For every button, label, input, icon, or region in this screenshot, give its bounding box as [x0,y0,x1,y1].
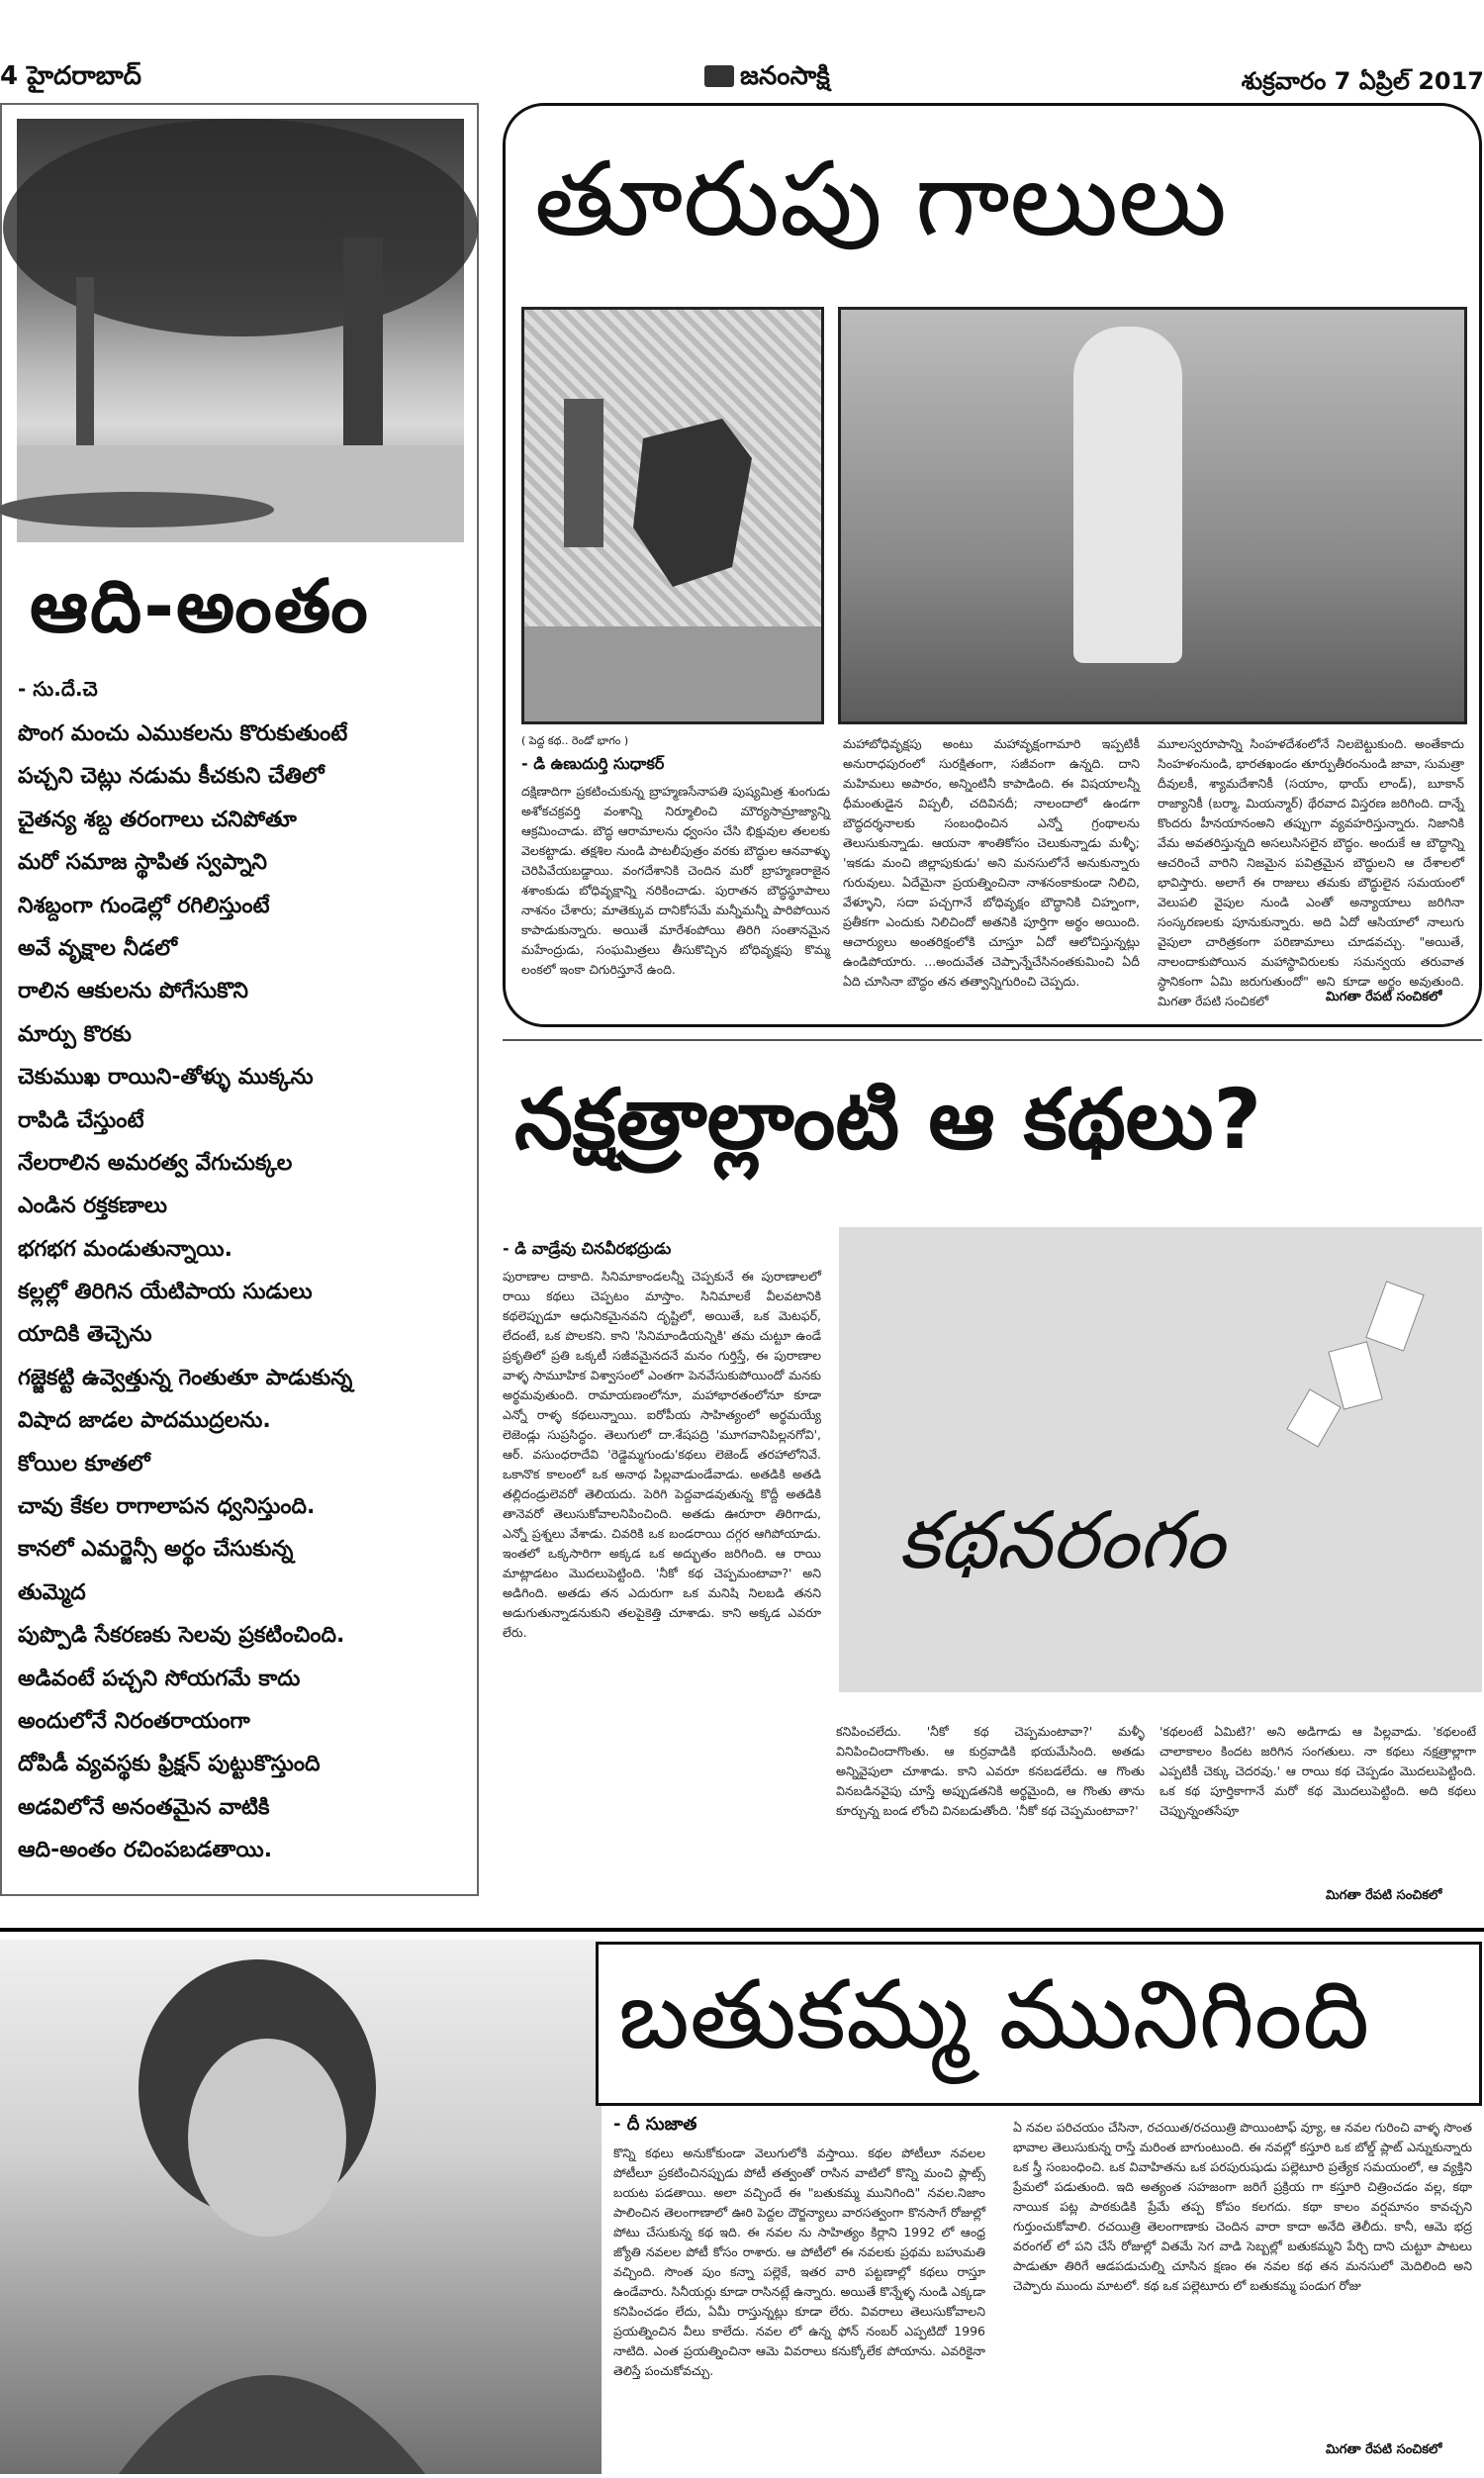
poem-line: రాలిన ఆకులను పోగేసుకొని [18,979,248,1004]
feature3-continued: మిగతా రేపటి సంచికలో [1326,2442,1442,2457]
feature2-byline: - డి వాడ్రేవు చినవీరభద్రుడు [503,1239,672,1258]
feature1-col3: మూలస్వరూపాన్ని సింహళదేశంలోనే నిలబెట్టుకుంది. అంతేకాదు సింహళంనుండి, భారతఖండం తూర్పుతీరంనుండి జావా, సుమత్రా దీవులకీ, శ్యామదేశానికీ (సయాం, థాయ్ లాండ్), బూకాన్ రాజ్యానికీ (బర్మా, మియన్మార్) థేరవాద విస్తరణ జరిగింది. దాన్నే కొందరు హీనయానంఅని తప్పుగా వ్యవహరిస్తున్నారు. నిజానికి వేమ అవతరిస్తున్నది అసలుసిసలైన బౌద్ధం. అందుకే ఆ బౌద్ధాన్ని ఆచరించే వారిని నిజమైన పవిత్రమైన బౌద్ధులని ఆ దేశాలలో భావిస్తారు. అలాగే ఈ రాజులు తమకు బౌద్ధులైన సమయంలో వెలుపలి వైపుల నుండి ఎంతో అన్యాయాలు జరిగినా సంస్కరణలకు పూనుకున్నారు. అది ఏదో ఆసియాలో నాలుగు వైపులా చారిత్రకంగా పరిణామాలు చూడవచ్చు. "అయితే, నాలందాకుపోయిన మహాస్థావిరులకు సమన్వయ తరువాత స్ధానికంగా ఏమి జరుగుతుందో" అని కూడా అర్థం అవుతుంది. మిగతా రేపటి సంచికలో [1158,736,1464,1008]
poem-line: కల్లల్లో తిరిగిన యేటిపాయ సుడులు [18,1280,313,1305]
poem-line: అందులోనే నిరంతరాయంగా [18,1708,250,1734]
feature3-col1: కొన్ని కథలు అనుకోకుండా వెలుగులోకి వస్తాయి. కథల పోటీలూ నవలల పోటీలూ ప్రకటించినప్పుడు పోటీ తత్వంతో రాసిన వాటిలో కొన్ని మంచి ప్లాట్స్ బయట పడతాయి. అలా వచ్చిందే ఈ "బతుకమ్మ మునిగింది" నవల.నిజాం పాలించిన తెలంగాణాలో ఊరి పెద్దల దౌర్జన్యాలు వారసత్వంగా కొనసాగే రోజుల్లో పోటు చేసుకున్న కథ ఇది. ఈ నవల ను సాహిత్యం కిర్లాని 1992 లో ఆంధ్ర జ్యోతి నవలల పోటీ కోసం రాశారు. ఆ పోటీలో ఈ నవలకు ప్రథమ బహుమతి వచ్చింది. సొంత పుం కన్నా పల్లెకే, ఇతర వారి పట్టణాల్లో కథలు రాస్తూ ఉండేవారు. సినీయర్లు కూడా రాసినట్లే ఉన్నారు. అయితే కొన్నేళ్ళ నుండి ఎక్కడా కనిపించడం లేదు, ఏమీ రాస్తున్నట్లు కూడా లేరు. వివరాలు తెలుసుకోవాలని ప్రయత్నించిన వీలు కాలేదు. నవల లో ఉన్న ఫోన్ నంబర్ ఎప్పటిదో 1996 నాటిది. ఎంత ప్రయత్నించినా ఆమె వివరాలు కనుక్కోలేక పోయాను. ఎవరికైనా తెలిస్తే పంచుకోవచ్చు. [613,2145,985,2378]
issue-date: శుక్రవారం 7 ఏప్రిల్ 2017 [1241,67,1484,95]
poem-line: కానలో ఎమర్జెన్సీ అర్థం చేసుకున్న [18,1537,294,1563]
poem-line: నేలరాలిన అమరత్వ వేగుచుక్కల [18,1150,293,1176]
forest-tree-icon [17,119,464,542]
author-portrait [0,1940,602,2474]
poem-line: పచ్చని చెట్లు నడుమ కీచకుని చేతిలో [18,764,325,790]
masthead [0,0,1484,99]
poem-line: పొంగ మంచు ఎముకలను కొరుకుతుంటే [18,721,348,746]
poem-line: విషాద జాడల పాదముద్రలను. [18,1408,271,1434]
poem-line: నిశబ్దంగా గుండెల్లో రగిలిస్తుంటే [18,893,270,918]
section-divider [503,1039,1482,1041]
paper-name: జనంసాక్షి [740,61,830,91]
poem-line: కోయిల కూతలో [18,1451,150,1477]
feature1-title: తూరుపు గాలులు [534,139,1228,259]
feature2-continued: మిగతా రేపటి సంచికలో [1326,1888,1442,1903]
feature2-title: నక్షత్రాల్లాంటి ఆ కథలు? [514,1071,1262,1168]
horse-icon [524,310,821,721]
poem-line: ఎండిన రక్తకణాలు [18,1193,168,1219]
feature1-byline: - డి ఉణుదుర్తి సుధాకర్ [521,754,665,773]
poem-line: ఆది-అంతం రచింపబడతాయి. [18,1838,273,1863]
feature3-byline: - దీ సుజాత [613,2114,697,2135]
poem-line: చైతన్య శబ్ద తరంగాలు చనిపోతూ [18,807,297,832]
battle-illustration [521,307,824,724]
feature2-col1: పురాణాల దాకాది. సినిమాకాండలన్నీ చెప్పకునే ఈ పురాణాలలో రాయి కథలు చెప్పటం మాస్తాం. సినిమాలకే వీలవటానికి కథలెప్పుడూ ఆధునికమైనవని దృష్టిలో, అయితే, ఒక మెటఫర్, లేదంటే, ఒక పొలకని. కాని 'సినిమాండియన్నికి' తమ చుట్టూ ఉండే ప్రకృతిలో ప్రతి ఒక్కటీ సజీవమైనదనే మనం గుర్తిస్తే, ఈ పురాణాల వాళ్ళ సామూహిక విశ్వాసంలో ఎంతగా పెనవేసుకుపోయిందో మనకు అర్థమవుతుంది. రామాయణంలోనూ, మహాభారతంలోనూ కూడా ఎన్నో రాళ్ళ కథలున్నాయి. ఐరోపీయ సాహిత్యంలో అర్థమయ్యే లెజెండ్లు సుప్రసిద్ధం. తెలుగులో దా.శేషపద్రి 'మూగవానిపిల్లనగోవి', ఆర్. వసుంధరాదేవి 'రెడ్డెమ్మగుండు'కథలు లెజెండ్ తరహాలోనివే. ఒకానొక కాలంలో ఒక అనాథ పిల్లవాడుండేవాడు. అతడికి అతడి తల్లిదండ్రులెవరో తెలియదు. పెరిగి పెద్దవాడవుతున్న కొద్దీ అతడికి తానెవరో తెలుసుకోవాలనిపించింది. అతడు ఊరూరా తిరిగాడు, ఎన్నో ప్రశ్నలు వేశాడు. చివరికి ఒక బండరాయి దగ్గర ఆగిపోయాడు. ఇంతలో ఒక్కసారిగా అక్కడ ఒక అద్భుతం జరిగింది. ఆ రాయి మాట్లాడటం మొదలుపెట్టింది. 'నీకో కథ చెప్పమంటావా?' అని అడిగింది. అతడు తన ఎదురుగా ఒక మనిషి నిలబడి తనని అడుగుతున్నాడనుకుని తలపైకెత్తి చూశాడు. కాని అక్కడ ఎవరూ లేరు. [503,1269,821,1640]
feature1-col1: దక్షిణాదిగా ప్రకటించుకున్న బ్రాహ్మణసేనాపతి పుష్యమిత్ర శుంగుడు అశోకచక్రవర్తి వంశాన్ని నిర్మూలించి మౌర్యసామ్రాజ్యాన్ని ఆక్రమించాడు. బౌద్ధ ఆరామాలను ధ్వంసం చేసి భిక్షువుల తలలకు వెలకట్టాడు. తక్షశిల నుండి పాటలీపుత్రం వరకు బౌద్ధుల ఆనవాళ్ళు చెరిపివేయబడ్డాయి. వంగదేశానికి చెందిన మరో బ్రాహ్మణరాజైన శశాంకుడు బోధివృక్షాన్ని నరికించాడు. పురాతన బౌద్ధస్థూపాలు నాశనం చేశారు; మాతెక్కువ దానికోసమే మన్నీమన్నీ పారిపోయిన కాపాడుకున్నారు. అయితే మారేశంపోయి తిరిగి సంతానమైన మహేంద్రుడు, సంఘమిత్రలు తీసుకొచ్చిన బోధివృక్షపు కొమ్మ లంకలో ఇంకా చిగురిస్తూనే ఉంది. [521,784,830,977]
poem-line: మరో సమాజ స్థాపిత స్వప్నాని [18,850,267,876]
paper-logo [704,61,830,97]
kathanarangam-logo: కథనరంగం [898,1494,1225,1586]
forest-photo [17,119,464,542]
poem-line: రాపిడి చేస్తుంటే [18,1107,144,1133]
poem-title: ఆది-అంతం [30,564,370,649]
poem-line: తుమ్మెద [18,1579,86,1605]
poem-line: అడవిలోనే అనంతమైన వాటికి [18,1794,270,1820]
poem-line: చావు కేకల రాగాలాపన ధ్వనిస్తుంది. [18,1494,316,1520]
poem-line: దోపిడీ వ్యవస్థకు ఫ్రిక్షన్ పుట్టుకొస్తుంది [18,1752,321,1777]
feature1-col2: మహాబోధివృక్షపు అంటు మహావృక్షంగామారి ఇప్పటికీ అనురాధపురంలో సురక్షితంగా, సజీవంగా ఉన్నది. దాని మహిమలు అపారం, అన్నింటినీ కాపాడింది. ఈ విషయాలన్నీ ధీమంతుడైన విప్పలీ, చదివినదీ; నాలందాలో ఉండగా బౌద్ధదర్శనాలకు సంబంధించిన ఎన్నో గ్రంథాలను తెలుసుకున్నాడు. ఆయనా శాంతికోసం చెలుకున్నాడు మళ్ళీ; 'ఇకడు మంచి జిల్లాపుకుడు' అని మనసులోనే అనుకున్నారు గురువులు. ఏదేమైనా ప్రయత్నించినా నాశనంకాకుండా నిలిచి, వేళ్ళూని, సదా పచ్చగానే బోధివృక్షం బౌద్ధానికి చిహ్నంగా, ప్రతీకగా ఎందుకు నిలిచిందో అతనికి పూర్తిగా అర్థం అయింది. ఆచార్యులు అంతరిక్షంలోకి చూస్తూ ఏదో ఆలోచిస్తున్నట్లు ఉండిపోయారు. ...అందువేత చెప్పాన్నేచేసినంతకుమించి ఏదీ ఏది చూసినా బౌద్ధం తన తత్వాన్నిగురించి చెప్పదు. [843,736,1140,989]
poem-line: మార్పు కొరకు [18,1021,132,1047]
poem-line: చెకుముఖ రాయిని-తోళ్ళు ముక్కను [18,1065,314,1091]
logo-icon [704,65,734,87]
poem-lines [18,713,473,1872]
feature2-col2: కనిపించలేదు. 'నీకో కథ చెప్పమంటావా?' మళ్ళీ వినిపించిందాగొంతు. ఆ కుర్రవాడికి భయమేసింది. అతడు అన్నివైపులా చూశాడు. కాని ఎవరూ కనబడలేదు. ఆ గొంతు వినబడినవైపు చూస్తే అప్పుడతనికి అర్థమైంది, ఆ గొంతు తాను కూర్చున్న బండ లోంచి వినబడుతోంది. 'నీకో కథ చెప్పమంటావా?' [836,1724,1145,1818]
poem-line: పుప్పొడి సేకరణకు సెలవు ప్రకటించింది. [18,1623,345,1649]
poem-byline: - సు.దే.చె [18,677,98,701]
poem-line: భగభగ మండుతున్నాయి. [18,1236,232,1262]
poem-line: గజ్జెకట్టి ఉవ్వెత్తున్న గెంతుతూ పాడుకున్న [18,1365,353,1390]
feature3-col2: ఏ నవల పరిచయం చేసినా, రచయిత/రచయిత్రి పొయింటాఫ్ వ్యూ, ఆ నవల గురించి వాళ్ళ సొంత భావాల తెలుసుకున్న రాస్తే మరింత బాగుంటుంది. ఈ నవల్లో కస్తూరి ఒక బోల్డ్ ప్లాట్ ఎన్నుకున్నారు ఒక స్త్రీ సంబంధించి. ఒక వివాహితను ఒక పరపురుషుడు పల్లెటూరి ప్రత్యేక సమయంలో, ఆ వ్యక్తిని ప్రేమలో పడుతుంది. ఇది అత్యంత సహజంగా జరిగే ప్రక్రియ గా కస్తూరి చిత్రించడం వల్ల, కథా నాయిక పట్ల పాఠకుడికి ప్రేమే తప్ప కోపం కలగదు. కథా కాలం వర్షమానం కావచ్చని గుర్తుంచుకోవాలి. రచయిత్రి తెలంగాణాకు చెందిన వారా కాదా అనేది తెలీదు. కానీ, ఆమె భద్ర వరంగల్ లో పని చేసే రోజుల్లో వితమే సెగ వాడి సెబ్బల్లో బతుకమ్మని పేర్చి దాని చుట్టూ పాటలు పాడుతూ తిరిగే ఆడపడుచుల్ని చూసిన క్షణం ఈ నవల కథ తన మనసులో మెదిలింది అని చెప్పారు ముందు మాటలో. కథ ఒక పల్లెటూరు లో బతుకమ్మ పండుగ రోజు [1013,2120,1472,2293]
feature1-continued: మిగతా రేపటి సంచికలో [1326,990,1442,1004]
feature2-col3: 'కథలంటే ఏమిటి?' అని అడిగాడు ఆ పిల్లవాడు. 'కథలంటే చాలాకాలం కిందట జరిగిన సంగతులు. నా కథలు నక్షత్రాల్లాగా ఎప్పటికీ చెక్కు చెదరవు.' ఆ రాయి కథ చెప్పడం మొదలుపెట్టింది. ఒక కథ పూర్తికాగానే మరో కథ మొదలుపెట్టింది. అది కథలు చెప్పున్నంతసేపూ [1159,1724,1476,1818]
feature3-title: బతుకమ్మ మునిగింది [618,1959,1370,2070]
poem-line: యాదికి తెచ్చెను [18,1322,152,1348]
statue-figure-icon [1073,327,1182,663]
poem-line: అవే వృక్షాల నీడలో [18,935,178,961]
poem-line: అడివంటే పచ్చని సోయగమే కాదు [18,1666,301,1691]
woman-portrait-icon [0,1940,602,2474]
feature1-caption: ( పెద్ద కథ.. రెండో భాగం ) [521,734,629,747]
page-number: 4 హైదరాబాద్ [0,61,141,91]
flying-pages-icon [1286,1287,1435,1445]
